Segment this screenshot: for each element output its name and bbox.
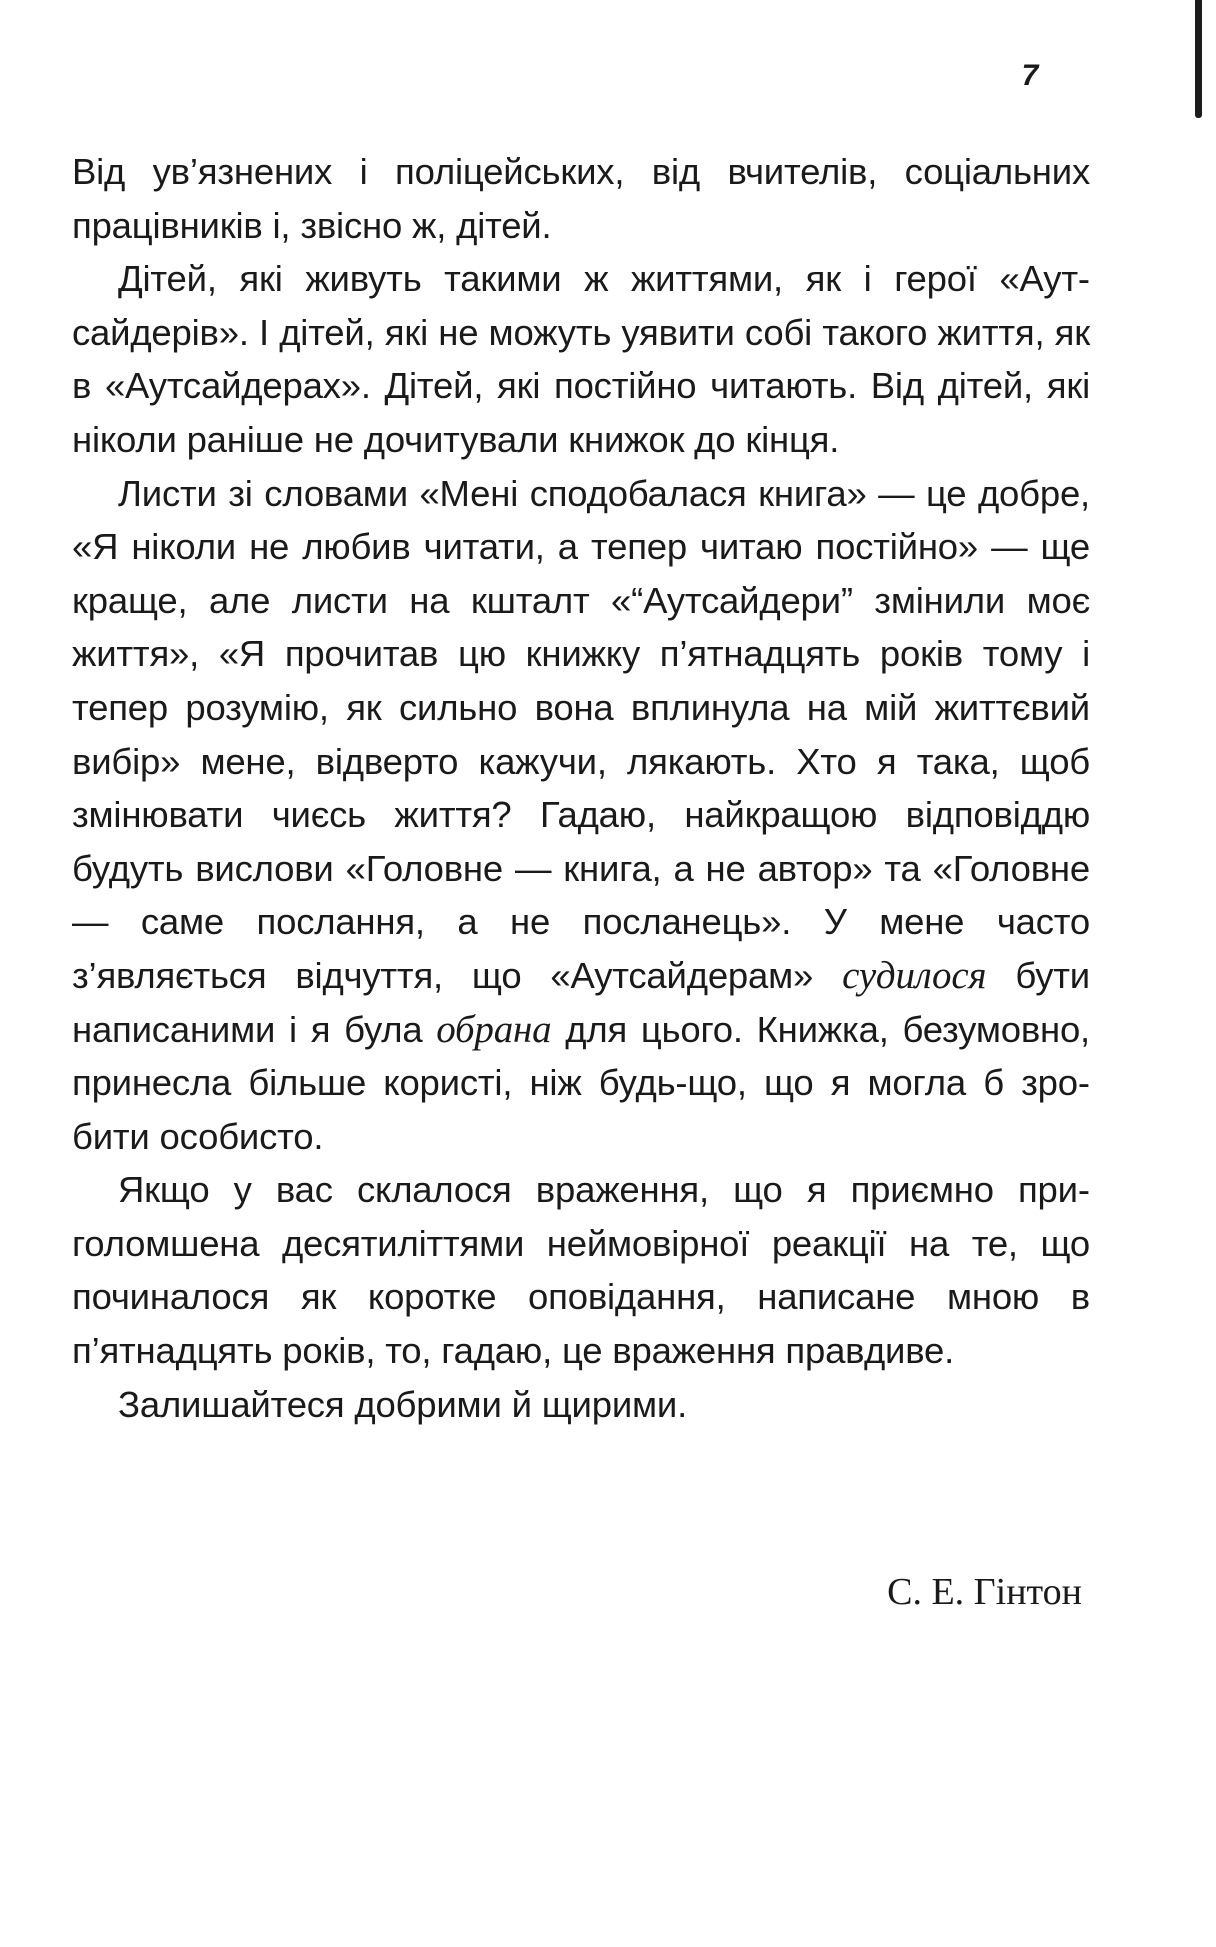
paragraph-4: Якщо у вас склалося враження, що я приємно приголомшена десятиліттями неймовірної реакції на те, що починалося як коротке оповідання, написане мною в п’ятнадцять років, то, гадаю, це враження правдиве.	[72, 1169, 1090, 1372]
paragraph-3	[72, 467, 1090, 1164]
paragraph-2: Дітей, які живуть такими ж життями, як і герої «Аутсайдерів». І дітей, які не можуть уявити собі такого життя, як в «Аутсайдерах». Дітей, які постійно читають. Від дітей, які ніколи раніше не дочитували книжок до кінця.	[72, 258, 1090, 460]
paragraph-3-part-1: Листи зі словами «Мені сподобалася книга» — це добре, «Я ніколи не любив читати, а тепер читаю постійно» — ще краще, але листи на кшталт «“Аутсайдери” змінили моє життя», «Я прочитав цю книжку п’ятнадцять років тому і тепер розумію, як сильно вона вплинула на мій життєвий вибір» мене, відверто кажучи, лякають. Хто я така, щоб змінювати чиєсь життя? Гадаю, найкращою відповіддю будуть вислови «Головне — книга, а не автор» та «Головне — саме послання, а не посланець». У мене часто з’являється відчуття, що «Аутсайдерам»	[72, 472, 1090, 996]
paragraph-1: Від ув’язнених і поліцейських, від вчителів, соціальних працівників і, звісно ж, дітей.	[72, 151, 1090, 246]
page-number: 7	[1021, 59, 1039, 92]
paragraph-3-part-2: бути написаними і я була	[72, 954, 1090, 1050]
emphasis-obrana: обрана	[436, 1007, 552, 1051]
paragraph-3-part-3: для цього. Книжка, безумовно, принесла більше користі, ніж будь-що, що я могла б зробити особисто.	[72, 1008, 1091, 1157]
author-signature: С. Е. Гінтон	[887, 1571, 1082, 1613]
paragraph-5: Залишайтеся добрими й щирими.	[118, 1383, 688, 1425]
body-text	[72, 145, 1090, 1431]
page-edge-mark	[1195, 0, 1202, 118]
emphasis-sudylosia: судилося	[842, 953, 987, 997]
